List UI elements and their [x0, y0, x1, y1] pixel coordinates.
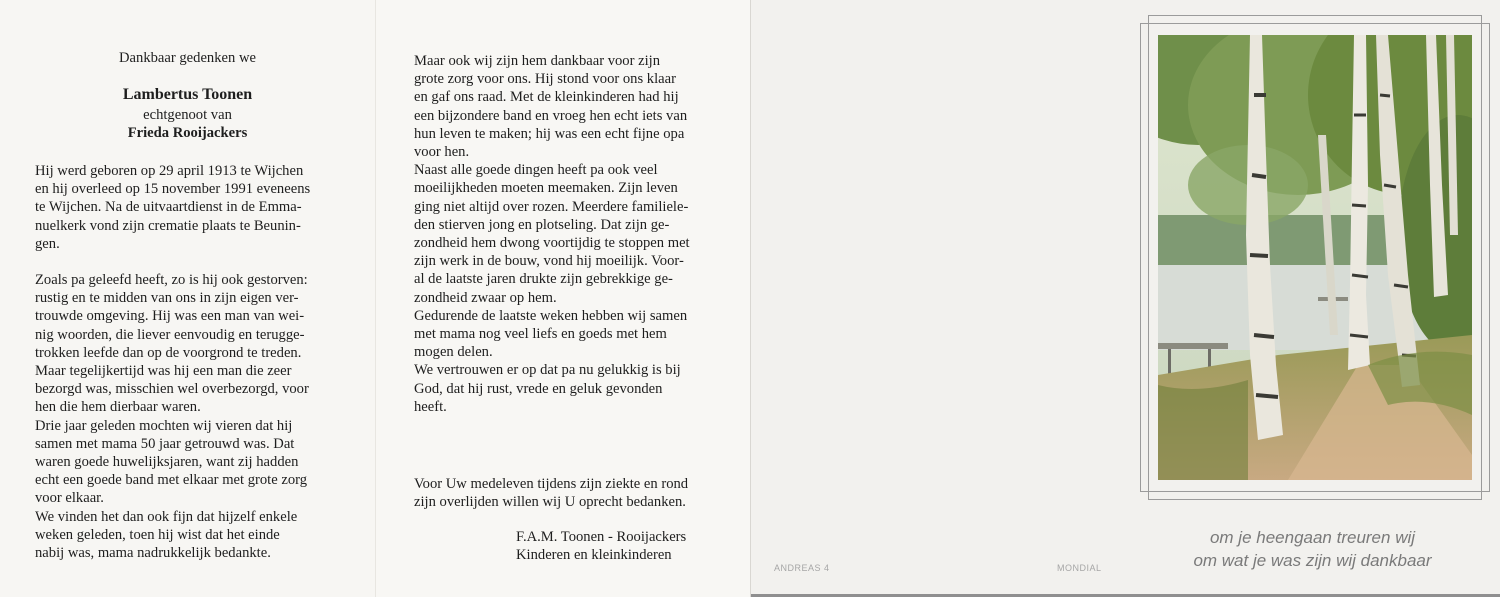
text-line: Drie jaar geleden mochten wij vieren dat hij — [35, 417, 293, 434]
text-line: We vinden het dan ook fijn dat hijzelf enkele — [35, 508, 298, 525]
text-line: mogen delen. — [414, 344, 493, 361]
signature-names: F.A.M. Toonen - Rooijackers — [516, 529, 687, 545]
text-line: en hij overleed op 15 november 1991 eveneens — [35, 181, 311, 198]
printer-name: MONDIAL — [1057, 563, 1102, 573]
text-line: weken geleden, toen hij wist dat het einde — [35, 526, 280, 543]
text-line: nuelkerk vond zijn crematie plaats te Beunin- — [35, 217, 301, 234]
text-line: Naast alle goede dingen heeft pa ook veel — [414, 162, 658, 179]
text-line: We vertrouwen er op dat pa nu gelukkig is bij — [414, 362, 681, 379]
tribute-text — [414, 52, 714, 416]
thanks-text — [414, 475, 714, 511]
birch-lake-photo — [1158, 35, 1472, 480]
intro-text: Dankbaar gedenken we — [119, 50, 256, 66]
printer-code: ANDREAS 4 — [774, 563, 830, 573]
text-line: al de laatste jaren drukte zijn gebrekkige ge- — [414, 271, 673, 288]
text-line: echt een goede band met elkaar met grote zorg — [35, 472, 308, 489]
spouse-name: Frieda Rooijackers — [127, 125, 248, 141]
relation-text: echtgenoot van — [143, 107, 232, 123]
text-line: nig woorden, die liever eenvoudig en terugge- — [35, 326, 305, 343]
signature-family: Kinderen en kleinkinderen — [516, 547, 672, 563]
text-line: grote zorg voor ons. Hij stond voor ons klaar — [414, 71, 676, 88]
text-line: zijn overlijden willen wij U oprecht bedanken. — [414, 494, 686, 511]
text-line: hun leven te maken; hij was een echt fijne opa — [414, 125, 685, 142]
text-line: een bijzondere band en vroeg hen echt iets van — [414, 107, 688, 124]
text-line: heeft. — [414, 398, 447, 415]
text-line: trokken leefde dan op de voorgrond te treden. — [35, 344, 302, 361]
text-line: voor elkaar. — [35, 490, 104, 507]
text-line: voor hen. — [414, 144, 470, 161]
biography-text — [35, 162, 335, 562]
text-line: waren goede huwelijksjaren, want zij hadden — [35, 454, 299, 471]
text-line: Maar ook wij zijn hem dankbaar voor zijn — [414, 53, 660, 69]
text-line: zondheid zwaar op hem. — [414, 289, 557, 306]
text-line: Voor Uw medeleven tijdens zijn ziekte en rond — [414, 476, 689, 492]
text-line: den stierven jong en plotseling. Dat zijn ge- — [414, 216, 670, 233]
text-line: ging niet altijd over rozen. Meerdere familiele- — [414, 198, 689, 215]
text-line: hen die hem dierbaar waren. — [35, 399, 201, 416]
text-line: bezorgd was, misschien wel overbezorgd, voor — [35, 381, 309, 398]
text-line: Zoals pa geleefd heeft, zo is hij ook gestorven: — [35, 272, 308, 289]
text-line: nabij was, mama nadrukkelijk bedankte. — [35, 545, 271, 562]
text-line: trouwde omgeving. Hij was een man van wei- — [35, 308, 305, 325]
text-line: Maar tegelijkertijd was hij een man die zeer — [35, 363, 292, 380]
deceased-name: Lambertus Toonen — [122, 86, 253, 103]
verse-line-1: om je heengaan treuren wij — [1209, 528, 1416, 547]
text-line: te Wijchen. Na de uitvaartdienst in de Emma- — [35, 199, 302, 216]
text-line: rustig en te midden van ons in zijn eigen ver- — [35, 290, 299, 307]
text-line: gen. — [35, 235, 60, 252]
text-line: samen met mama 50 jaar getrouwd was. Dat — [35, 435, 295, 452]
text-line: moeilijkheden moeten meemaken. Zijn leven — [414, 180, 678, 197]
text-line: en gaf ons raad. Met de kleinkinderen had hij — [414, 89, 679, 106]
text-line: Gedurende de laatste weken hebben wij samen — [414, 307, 688, 324]
text-line: zondheid hem dwong voortijdig te stoppen met — [414, 235, 690, 252]
verse-line-2: om wat je was zijn wij dankbaar — [1193, 551, 1432, 570]
text-line: zijn werk in de bouw, vond hij moeilijk. Voor- — [414, 253, 684, 270]
text-line: met mama nog veel liefs en goeds met hem — [414, 326, 667, 343]
text-line: God, dat hij rust, vrede en geluk gevonden — [414, 380, 663, 397]
text-line: Hij werd geboren op 29 april 1913 te Wijchen — [35, 163, 304, 179]
